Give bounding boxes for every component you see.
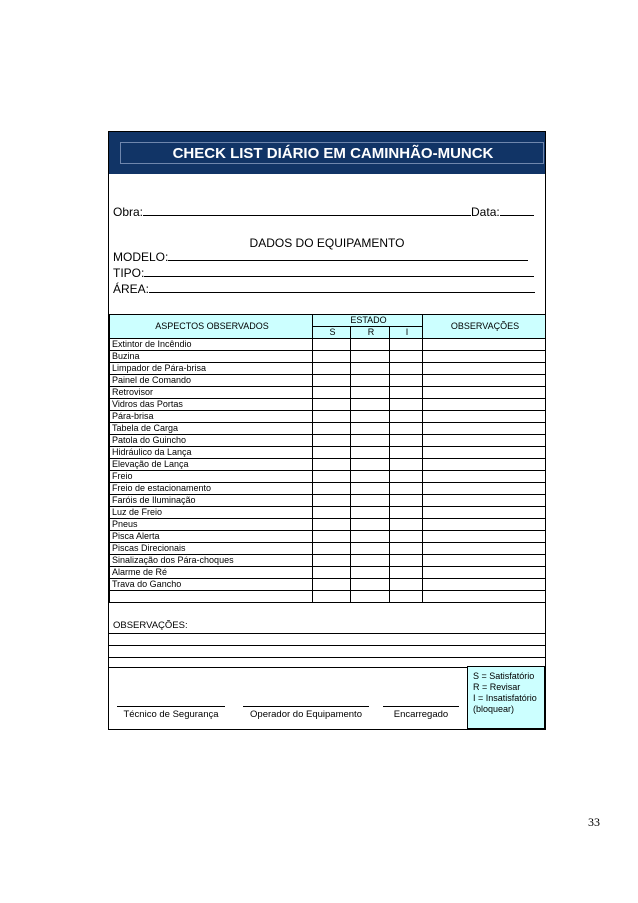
estado-s-cell[interactable] — [313, 507, 351, 519]
estado-s-cell[interactable] — [313, 447, 351, 459]
estado-r-cell[interactable] — [351, 543, 390, 555]
estado-header: ESTADO — [313, 315, 423, 327]
table-row — [110, 363, 546, 375]
estado-s-cell[interactable] — [313, 495, 351, 507]
obra-field[interactable] — [143, 205, 471, 216]
aspect-label: Vidros das Portas — [110, 399, 313, 411]
estado-i-cell[interactable] — [390, 435, 423, 447]
title-band — [109, 132, 545, 174]
estado-s-cell[interactable] — [313, 339, 351, 351]
checklist-form — [108, 131, 546, 730]
legend-r: R = Revisar — [473, 682, 521, 692]
signature-operador-label: Operador do Equipamento — [250, 709, 362, 720]
table-row — [110, 543, 546, 555]
estado-r-cell[interactable] — [351, 555, 390, 567]
observacao-cell[interactable] — [423, 435, 546, 447]
table-row — [110, 495, 546, 507]
observacao-cell[interactable] — [423, 495, 546, 507]
signature-operador[interactable] — [243, 706, 369, 720]
aspect-label: Retrovisor — [110, 387, 313, 399]
estado-s-cell[interactable] — [313, 411, 351, 423]
estado-i-cell[interactable] — [390, 531, 423, 543]
estado-i-cell[interactable] — [390, 519, 423, 531]
estado-s-cell[interactable] — [313, 531, 351, 543]
observacao-cell[interactable] — [423, 483, 546, 495]
estado-s-cell[interactable] — [313, 375, 351, 387]
observacao-cell[interactable] — [423, 423, 546, 435]
estado-i-cell[interactable] — [390, 579, 423, 591]
estado-s-cell[interactable] — [313, 555, 351, 567]
table-row — [110, 483, 546, 495]
obs-line-3[interactable] — [109, 657, 545, 658]
estado-r-cell[interactable] — [351, 423, 390, 435]
tipo-field[interactable] — [144, 266, 534, 277]
estado-r-cell[interactable] — [351, 459, 390, 471]
observacao-cell[interactable] — [423, 579, 546, 591]
estado-r-cell[interactable] — [351, 531, 390, 543]
obs-line-1[interactable] — [109, 633, 545, 634]
aspect-label: Luz de Freio — [110, 507, 313, 519]
estado-i-cell[interactable] — [390, 507, 423, 519]
signature-tecnico[interactable] — [117, 706, 225, 720]
data-label: Data: — [471, 205, 500, 219]
form-title: CHECK LIST DIÁRIO EM CAMINHÃO-MUNCK — [172, 145, 494, 162]
estado-r-cell[interactable] — [351, 435, 390, 447]
observacao-cell[interactable] — [423, 339, 546, 351]
aspect-label: Patola do Guincho — [110, 435, 313, 447]
estado-i-cell[interactable] — [390, 339, 423, 351]
estado-i-cell[interactable] — [390, 483, 423, 495]
aspect-label: Piscas Direcionais — [110, 543, 313, 555]
estado-i-cell[interactable] — [390, 495, 423, 507]
estado-r-cell[interactable] — [351, 339, 390, 351]
table-row — [110, 435, 546, 447]
table-row — [110, 531, 546, 543]
table-row — [110, 459, 546, 471]
table-row — [110, 411, 546, 423]
estado-s-cell[interactable] — [313, 483, 351, 495]
modelo-line — [113, 250, 528, 264]
tipo-line — [113, 266, 534, 280]
estado-r-cell[interactable] — [351, 579, 390, 591]
aspect-label: Hidráulico da Lança — [110, 447, 313, 459]
table-row — [110, 567, 546, 579]
estado-i-cell[interactable] — [390, 471, 423, 483]
obra-line — [113, 205, 534, 219]
observacao-cell[interactable] — [423, 375, 546, 387]
table-row — [110, 555, 546, 567]
tipo-label: TIPO: — [113, 266, 145, 280]
estado-s-cell[interactable] — [313, 579, 351, 591]
s-header: S — [313, 327, 351, 339]
observacao-cell[interactable] — [423, 447, 546, 459]
estado-r-cell[interactable] — [351, 375, 390, 387]
legend-box — [467, 666, 545, 729]
estado-i-cell[interactable] — [390, 459, 423, 471]
checklist-table — [109, 314, 546, 603]
estado-s-cell[interactable] — [313, 399, 351, 411]
estado-i-cell[interactable] — [390, 423, 423, 435]
estado-s-cell[interactable] — [313, 519, 351, 531]
section-title: DADOS DO EQUIPAMENTO — [249, 236, 405, 250]
estado-r-cell[interactable] — [351, 399, 390, 411]
r-header: R — [351, 327, 390, 339]
table-row — [110, 519, 546, 531]
observacoes-header: OBSERVAÇÕES — [423, 315, 546, 339]
i-header: I — [390, 327, 423, 339]
estado-s-cell[interactable] — [313, 423, 351, 435]
estado-r-cell[interactable] — [351, 363, 390, 375]
table-row — [110, 447, 546, 459]
observacao-cell[interactable] — [423, 363, 546, 375]
estado-s-cell[interactable] — [313, 459, 351, 471]
estado-r-cell[interactable] — [351, 411, 390, 423]
estado-i-cell[interactable] — [390, 411, 423, 423]
estado-r-cell[interactable] — [351, 351, 390, 363]
estado-i-cell[interactable] — [390, 543, 423, 555]
table-row — [110, 387, 546, 399]
modelo-label: MODELO: — [113, 250, 169, 264]
observacoes-label: OBSERVAÇÕES: — [113, 620, 188, 631]
estado-s-cell[interactable] — [313, 543, 351, 555]
estado-r-cell[interactable] — [351, 483, 390, 495]
table-row — [110, 471, 546, 483]
area-field[interactable] — [149, 282, 535, 293]
observacao-cell[interactable] — [423, 471, 546, 483]
table-row — [110, 579, 546, 591]
estado-i-cell[interactable] — [390, 351, 423, 363]
estado-s-cell[interactable] — [313, 591, 351, 603]
estado-r-cell[interactable] — [351, 387, 390, 399]
estado-s-cell[interactable] — [313, 387, 351, 399]
estado-i-cell[interactable] — [390, 567, 423, 579]
estado-s-cell[interactable] — [313, 363, 351, 375]
modelo-field[interactable] — [168, 250, 528, 261]
aspect-label: Pisca Alerta — [110, 531, 313, 543]
estado-i-cell[interactable] — [390, 447, 423, 459]
observacao-cell[interactable] — [423, 507, 546, 519]
estado-s-cell[interactable] — [313, 435, 351, 447]
table-row — [110, 591, 546, 603]
aspectos-header: ASPECTOS OBSERVADOS — [110, 315, 313, 339]
aspect-label: Pneus — [110, 519, 313, 531]
estado-r-cell[interactable] — [351, 471, 390, 483]
estado-i-cell[interactable] — [390, 363, 423, 375]
estado-r-cell[interactable] — [351, 507, 390, 519]
observacao-cell[interactable] — [423, 399, 546, 411]
aspect-label: Pára-brisa — [110, 411, 313, 423]
estado-r-cell[interactable] — [351, 567, 390, 579]
legend-i2: (bloquear) — [473, 704, 515, 714]
estado-s-cell[interactable] — [313, 567, 351, 579]
aspect-label: Buzina — [110, 351, 313, 363]
area-label: ÁREA: — [113, 282, 150, 296]
signature-line — [117, 706, 225, 707]
aspect-label: Faróis de Iluminação — [110, 495, 313, 507]
estado-i-cell[interactable] — [390, 555, 423, 567]
table-row — [110, 339, 546, 351]
estado-r-cell[interactable] — [351, 591, 390, 603]
signature-line — [383, 706, 459, 707]
observacao-cell[interactable] — [423, 531, 546, 543]
table-row — [110, 351, 546, 363]
observacao-cell[interactable] — [423, 459, 546, 471]
estado-i-cell[interactable] — [390, 399, 423, 411]
table-row — [110, 399, 546, 411]
observacao-cell[interactable] — [423, 411, 546, 423]
estado-r-cell[interactable] — [351, 447, 390, 459]
obra-label: Obra: — [113, 205, 144, 219]
title-box — [120, 142, 544, 164]
observacao-cell[interactable] — [423, 519, 546, 531]
estado-i-cell[interactable] — [390, 387, 423, 399]
area-line — [113, 282, 535, 296]
estado-r-cell[interactable] — [351, 495, 390, 507]
estado-s-cell[interactable] — [313, 351, 351, 363]
aspect-label: Alarme de Ré — [110, 567, 313, 579]
aspect-label: Freio — [110, 471, 313, 483]
estado-r-cell[interactable] — [351, 519, 390, 531]
data-field[interactable] — [500, 205, 534, 216]
table-row — [110, 423, 546, 435]
estado-i-cell[interactable] — [390, 375, 423, 387]
page-number: 33 — [588, 815, 600, 829]
observacao-cell[interactable] — [423, 591, 546, 603]
observacao-cell[interactable] — [423, 387, 546, 399]
legend-i: I = Insatisfatório — [473, 693, 537, 703]
signature-encarregado-label: Encarregado — [393, 709, 449, 720]
observacao-cell[interactable] — [423, 555, 546, 567]
signature-tecnico-label: Técnico de Segurança — [123, 709, 219, 720]
aspect-label: Painel de Comando — [110, 375, 313, 387]
signature-encarregado[interactable] — [383, 706, 459, 720]
observacao-cell[interactable] — [423, 351, 546, 363]
legend-s: S = Satisfatório — [473, 671, 535, 681]
table-row — [110, 375, 546, 387]
observacao-cell[interactable] — [423, 543, 546, 555]
estado-i-cell[interactable] — [390, 591, 423, 603]
aspect-label: Extintor de Incêndio — [110, 339, 313, 351]
aspect-label: Limpador de Pára-brisa — [110, 363, 313, 375]
obs-line-2[interactable] — [109, 645, 545, 646]
aspect-label: Sinalização dos Pára-choques — [110, 555, 313, 567]
signature-line — [243, 706, 369, 707]
aspect-label: Tabela de Carga — [110, 423, 313, 435]
aspect-label: Freio de estacionamento — [110, 483, 313, 495]
estado-s-cell[interactable] — [313, 471, 351, 483]
table-row — [110, 507, 546, 519]
aspect-label: Trava do Gancho — [110, 579, 313, 591]
aspect-label: Elevação de Lança — [110, 459, 313, 471]
aspect-label — [110, 591, 313, 603]
observacao-cell[interactable] — [423, 567, 546, 579]
